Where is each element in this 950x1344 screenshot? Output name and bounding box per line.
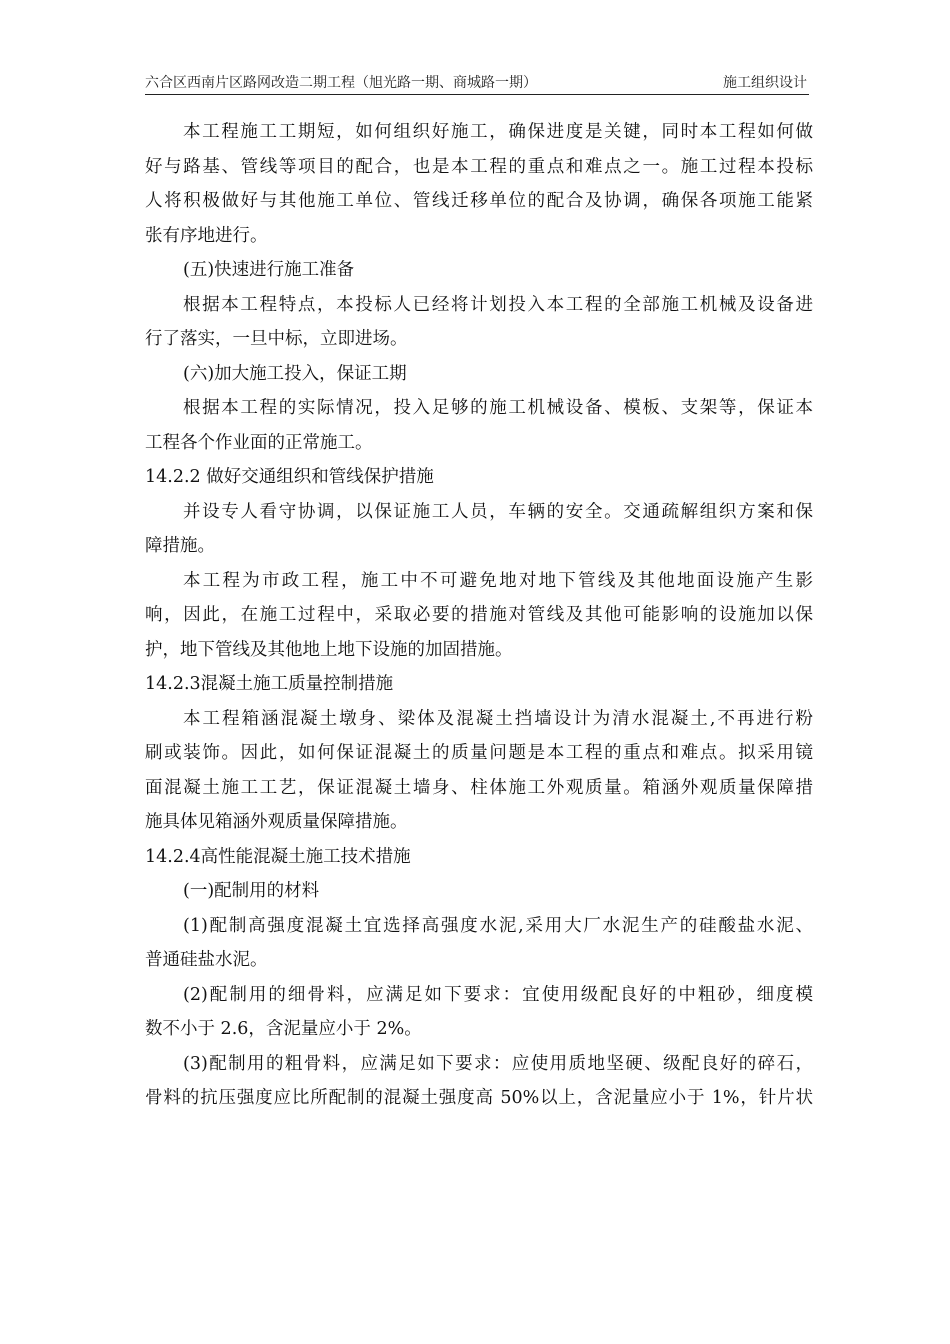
section-heading: 14.2.3混凝土施工质量控制措施 (145, 674, 394, 694)
text-line: 根据本工程的实际情况，投入足够的施工机械设备、模板、支架等，保证本 (183, 398, 813, 418)
text-line: 响，因此，在施工过程中，采取必要的措施对管线及其他可能影响的设施加以保 (145, 605, 813, 625)
text-line: 护，地下管线及其他地上地下设施的加固措施。 (145, 639, 513, 660)
section-heading: 14.2.4高性能混凝土施工技术措施 (145, 846, 411, 867)
page-header (145, 68, 809, 95)
text-line: 普通硅盐水泥。 (145, 950, 268, 970)
text-line: 人将积极做好与其他施工单位、管线迁移单位的配合及协调，确保各项施工能紧 (145, 191, 813, 211)
text-line: 面混凝土施工工艺，保证混凝土墙身、柱体施工外观质量。箱涵外观质量保障措 (145, 777, 813, 798)
text-line: 本工程箱涵混凝土墩身、梁体及混凝土挡墙设计为清水混凝土,不再进行粉 (183, 708, 813, 729)
text-line: 根据本工程特点，本投标人已经将计划投入本工程的全部施工机械及设备进 (183, 294, 813, 315)
list-item: (2)配制用的细骨料，应满足如下要求：宜使用级配良好的中粗砂，细度模 (183, 984, 813, 1005)
text-line: 并设专人看守协调，以保证施工人员，车辆的安全。交通疏解组织方案和保 (183, 501, 813, 522)
text-line: 张有序地进行。 (145, 225, 268, 246)
subsection-heading: (五)快速进行施工准备 (183, 260, 355, 280)
list-item: (3)配制用的粗骨料，应满足如下要求：应使用质地坚硬、级配良好的碎石， (183, 1053, 813, 1074)
text-line: 障措施。 (145, 536, 215, 556)
section-heading: 14.2.2 做好交通组织和管线保护措施 (145, 467, 434, 487)
header-section-title: 施工组织设计 (723, 75, 807, 91)
text-line: 数不小于 2.6，含泥量应小于 2%。 (145, 1019, 422, 1039)
text-line: 好与路基、管线等项目的配合，也是本工程的重点和难点之一。施工过程本投标 (145, 156, 813, 177)
text-line: 本工程施工工期短，如何组织好施工，确保进度是关键，同时本工程如何做 (183, 122, 813, 142)
text-line: 本工程为市政工程，施工中不可避免地对地下管线及其他地面设施产生影 (183, 570, 813, 591)
text-line: 行了落实，一旦中标，立即进场。 (145, 329, 408, 349)
subsection-heading: (六)加大施工投入，保证工期 (183, 363, 407, 384)
text-line: 施具体见箱涵外观质量保障措施。 (145, 812, 408, 832)
text-line: 骨料的抗压强度应比所配制的混凝土强度高 50%以上，含泥量应小于 1%，针片状 (145, 1088, 813, 1108)
document-body (145, 115, 813, 1116)
header-document-title: 六合区西南片区路网改造二期工程（旭光路一期、商城路一期） (145, 75, 537, 91)
list-item: (1)配制高强度混凝土宜选择高强度水泥,采用大厂水泥生产的硅酸盐水泥、 (183, 915, 813, 936)
text-line: 工程各个作业面的正常施工。 (145, 432, 373, 453)
subsection-heading: (一)配制用的材料 (183, 881, 320, 901)
text-line: 刷或装饰。因此，如何保证混凝土的质量问题是本工程的重点和难点。拟采用镜 (145, 743, 813, 763)
